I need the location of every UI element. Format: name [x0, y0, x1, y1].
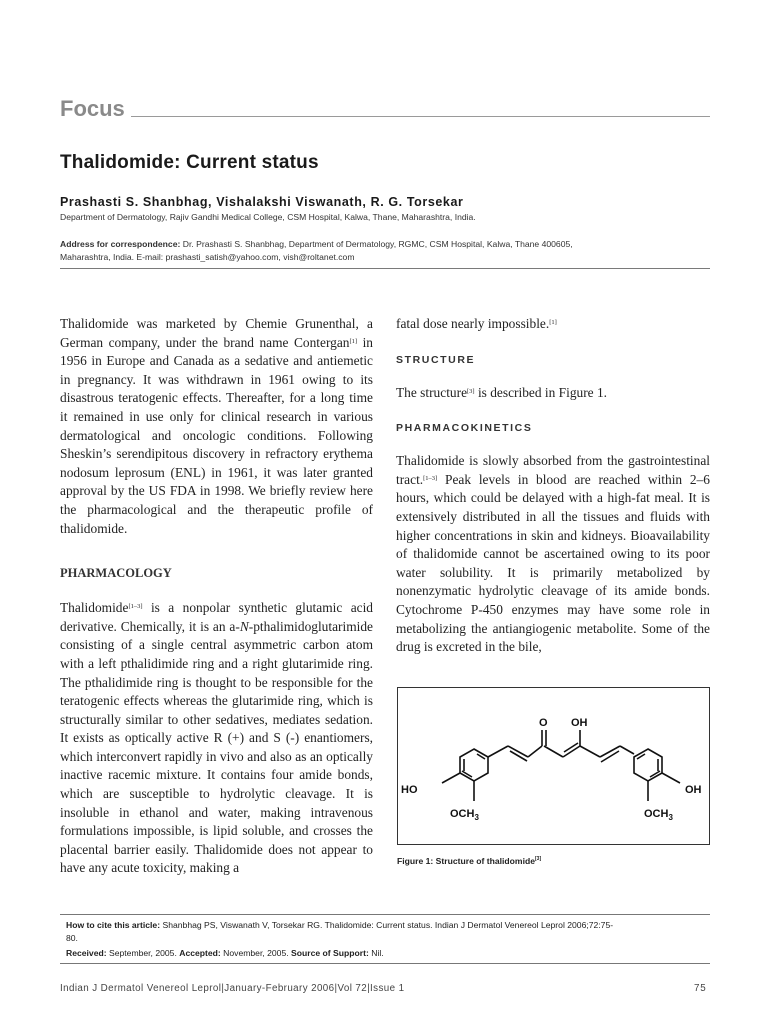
affiliation: Department of Dermatology, Rajiv Gandhi Medical College, CSM Hospital, Kalwa, Thane, Maharashtra, India. [60, 212, 476, 222]
pharmacokinetics-paragraph: Thalidomide is slowly absorbed from the gastrointestinal tract.[1–3] Peak levels in blood are reached within 2–6 hours, which could be delayed with a high-fat meal. It is extensively distributed in all the tissues and fluids with higher concentrations in skin and kidneys. Bioavailability of thalidomide cannot be ascertained owing to its poor water solubility. It is primarily metabolized by nonenzymatic hydrolytic cleavage of its amide bonds. Cytochrome P-450 enzymes may have some role in metabolizing the antiangiogenic metabolite. Some of the drug is excreted in the bile, [396, 453, 710, 655]
left-column [60, 315, 373, 878]
ref-marker: [3] [467, 387, 475, 395]
intro-paragraph: Thalidomide was marketed by Chemie Grunenthal, a German company, under the brand name Contergan[1] in 1956 in Europe and Canada as a sedative and antiemetic in pregnancy. It was withdrawn in 1961 owing to its disastrous teratogenic effects. Thereafter, for a long time it remained in use only for clinical research in various dermatological and oncologic conditions. Following Sheskin’s serendipitous discovery in refractory erythema nodosum leprosum (ENL) in 1961, it was later granted approval by the US FDA in 1998. We briefly review here the pharmacological and the therapeutic profile of thalidomide. [60, 316, 373, 536]
left-hydroxyl-label: HO [401, 784, 418, 796]
citation-text: How to cite this article: Shanbhag PS, Viswanath V, Torsekar RG. Thalidomide: Current status. Indian J Dermatol Venereol Leprol 2006;72:75- 80. [66, 920, 614, 943]
correspondence-label: Address for correspondence: [60, 239, 181, 249]
structure-heading: STRUCTURE [396, 353, 476, 366]
citation-label: How to cite this article: [66, 920, 161, 930]
author-list: Prashasti S. Shanbhag, Vishalakshi Viswanath, R. G. Torsekar [60, 195, 464, 209]
figure-frame [397, 687, 710, 845]
right-column [396, 315, 710, 657]
section-label: Focus [60, 96, 125, 121]
right-hydroxyl-label: OH [685, 784, 702, 796]
correspondence-line1: Dr. Prashasti S. Shanbhag, Department of Dermatology, RGMC, CSM Hospital, Kalwa, Thane 400605, [182, 239, 573, 249]
continuation-paragraph: fatal dose nearly impossible.[1] [396, 316, 557, 331]
pharmacokinetics-heading: PHARMACOKINETICS [396, 422, 533, 435]
figure-caption: Figure 1: Structure of thalidomide[3] [397, 856, 542, 866]
left-methoxy-label: $OCH_3$ [450, 808, 479, 822]
molecule-bonds [442, 730, 680, 801]
ref-marker: [1–3] [128, 603, 143, 611]
ref-marker: [1] [549, 319, 557, 326]
correspondence-line2: Maharashtra, India. E-mail: prashasti_satish@yahoo.com, vish@roltanet.com [60, 252, 355, 262]
pharmacology-heading: PHARMACOLOGY [60, 566, 172, 581]
correspondence [60, 238, 720, 264]
chemical-structure-diagram [398, 688, 709, 844]
journal-footer: Indian J Dermatol Venereol Leprol|January-February 2006|Vol 72|Issue 1 [60, 983, 405, 994]
pharmacology-paragraph: Thalidomide[1–3] is a nonpolar synthetic glutamic acid derivative. Chemically, it is an a-N-pthalimidoglutarimide consisting of a single central asymmetric carbon atom with a left pthalidimide ring and a right glutarimide ring. The pthalidimide ring is thought to be responsible for the teratogenic effects whereas the glutarimide ring, which is structurally similar to other sedatives, mediates sedation. It exists as optically active R (+) and S (-) enantiomers, which interconvert rapidly in vivo and also as an optically inactive racemic mixture. It contains four amide bonds, which are susceptible to hydrolytic cleavage. It is insoluble in ethanol and water, making intravenous formulations impossible, is lipid soluble, and crosses the placental barrier easily. Thalidomide does not appear to have any acute toxicity, making a [60, 600, 373, 876]
structure-paragraph: The structure[3] is described in Figure 1. [396, 384, 608, 400]
article-title: Thalidomide: Current status [60, 152, 319, 173]
received-line: Received: September, 2005. Accepted: November, 2005. Source of Support: Nil. [66, 948, 384, 958]
carbonyl-oxygen-label: O [539, 717, 548, 729]
section-rule [131, 116, 710, 117]
ref-marker: [1–3] [423, 474, 438, 482]
page-number: 75 [694, 983, 707, 994]
ref-marker: [3] [535, 856, 542, 862]
enol-hydroxyl-label: OH [571, 717, 588, 729]
ref-marker: [1] [349, 337, 358, 345]
header-rule [60, 268, 710, 269]
right-methoxy-label: $OCH_3$ [644, 808, 673, 822]
